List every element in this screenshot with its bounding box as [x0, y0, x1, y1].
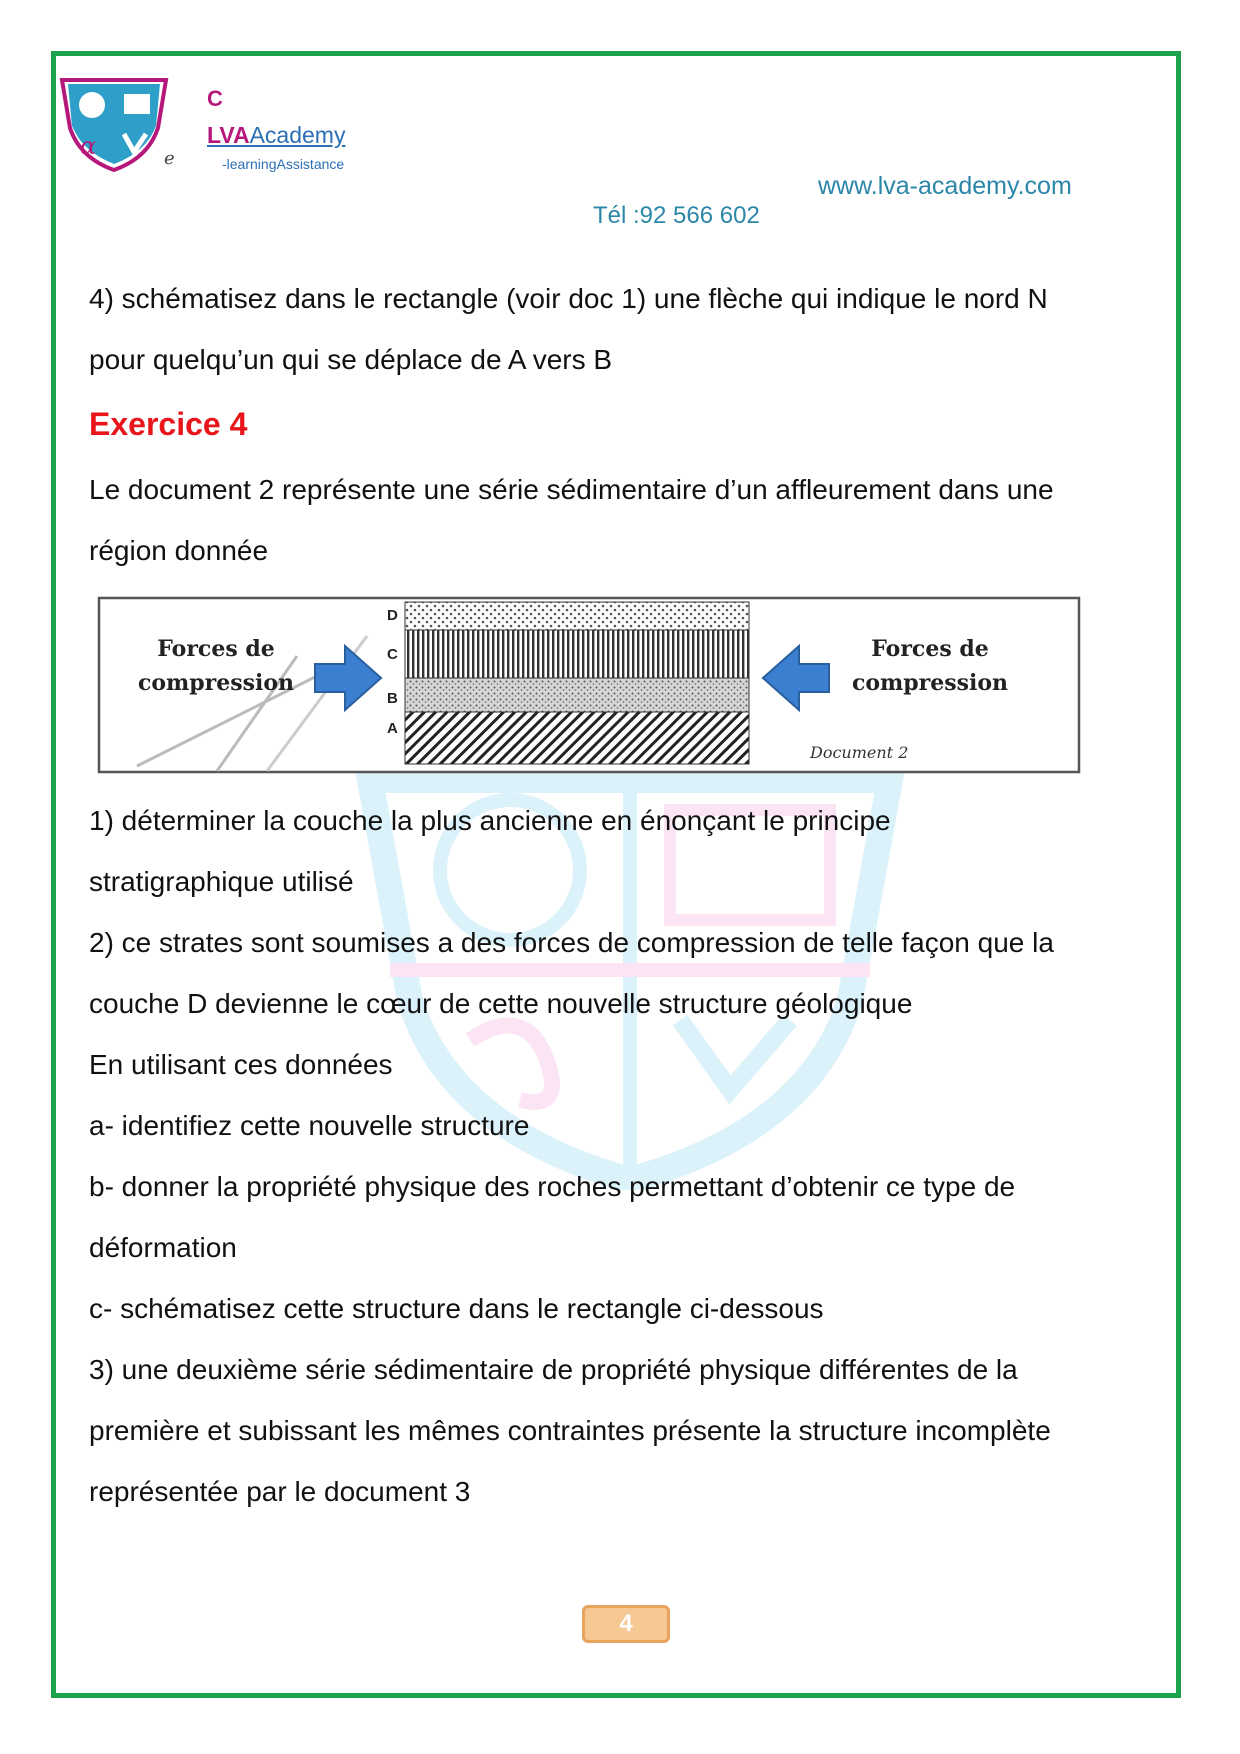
question-4-line-1: 4) schématisez dans le rectangle (voir doc 1) une flèche qui indique le nord N	[89, 283, 1048, 314]
logo-letter: e	[164, 148, 175, 169]
right-force-label-1: Forces de	[871, 636, 989, 662]
question-2c: c- schématisez cette structure dans le rectangle ci-dessous	[89, 1293, 824, 1324]
question-3-line-1: 3) une deuxième série sédimentaire de propriété physique différentes de la	[89, 1354, 1018, 1385]
left-force-label-1: Forces de	[157, 636, 275, 662]
brand-lva: LVA	[207, 122, 250, 148]
question-1-line-1: 1) déterminer la couche la plus ancienne en énonçant le principe	[89, 805, 891, 836]
academy-shield-logo	[58, 76, 170, 172]
phone-number: Tél :92 566 602	[593, 202, 760, 229]
question-2-line-1: 2) ce strates sont soumises a des forces de compression de telle façon que la	[89, 927, 1054, 958]
intro-line-2: région donnée	[89, 535, 269, 566]
layer-b	[405, 678, 749, 712]
question-2-line-2: couche D devienne le cœur de cette nouvelle structure géologique	[89, 988, 913, 1019]
brand-academy: Academy	[249, 122, 346, 148]
layer-label-c: C	[387, 646, 398, 663]
website-link[interactable]: www.lva-academy.com	[818, 172, 1072, 200]
intro-line-1: Le document 2 représente une série sédimentaire d’un affleurement dans une	[89, 474, 1054, 505]
layer-c	[405, 630, 749, 678]
layer-label-d: D	[387, 607, 398, 624]
exercise-title: Exercice 4	[89, 406, 248, 442]
question-2a: a- identifiez cette nouvelle structure	[89, 1110, 530, 1141]
svg-text:α: α	[80, 132, 97, 160]
brand-tagline: -learningAssistance	[222, 156, 345, 172]
layer-label-b: B	[387, 690, 398, 707]
page-number-badge: 4	[582, 1605, 670, 1643]
question-3-line-2: première et subissant les mêmes contraintes présente la structure incomplète	[89, 1415, 1051, 1446]
document-2-caption: Document 2	[810, 743, 909, 762]
question-1-line-2: stratigraphique utilisé	[89, 866, 354, 897]
brand-name[interactable]	[207, 122, 345, 149]
question-4-line-2: pour quelqu’un qui se déplace de A vers B	[89, 344, 613, 375]
question-2-line-3: En utilisant ces données	[89, 1049, 393, 1080]
left-force-label-2: compression	[137, 670, 295, 696]
question-2b-line-1: b- donner la propriété physique des roches permettant d’obtenir ce type de	[89, 1171, 1016, 1202]
layer-a	[405, 712, 749, 764]
right-force-label-2: compression	[851, 670, 1009, 696]
layer-d	[405, 602, 749, 630]
document-2-figure	[97, 596, 1081, 774]
question-3-line-3: représentée par le document 3	[89, 1476, 471, 1507]
question-2b-line-2: déformation	[89, 1232, 237, 1263]
layer-label-a: A	[387, 720, 398, 737]
brand-initial: C	[207, 86, 223, 111]
